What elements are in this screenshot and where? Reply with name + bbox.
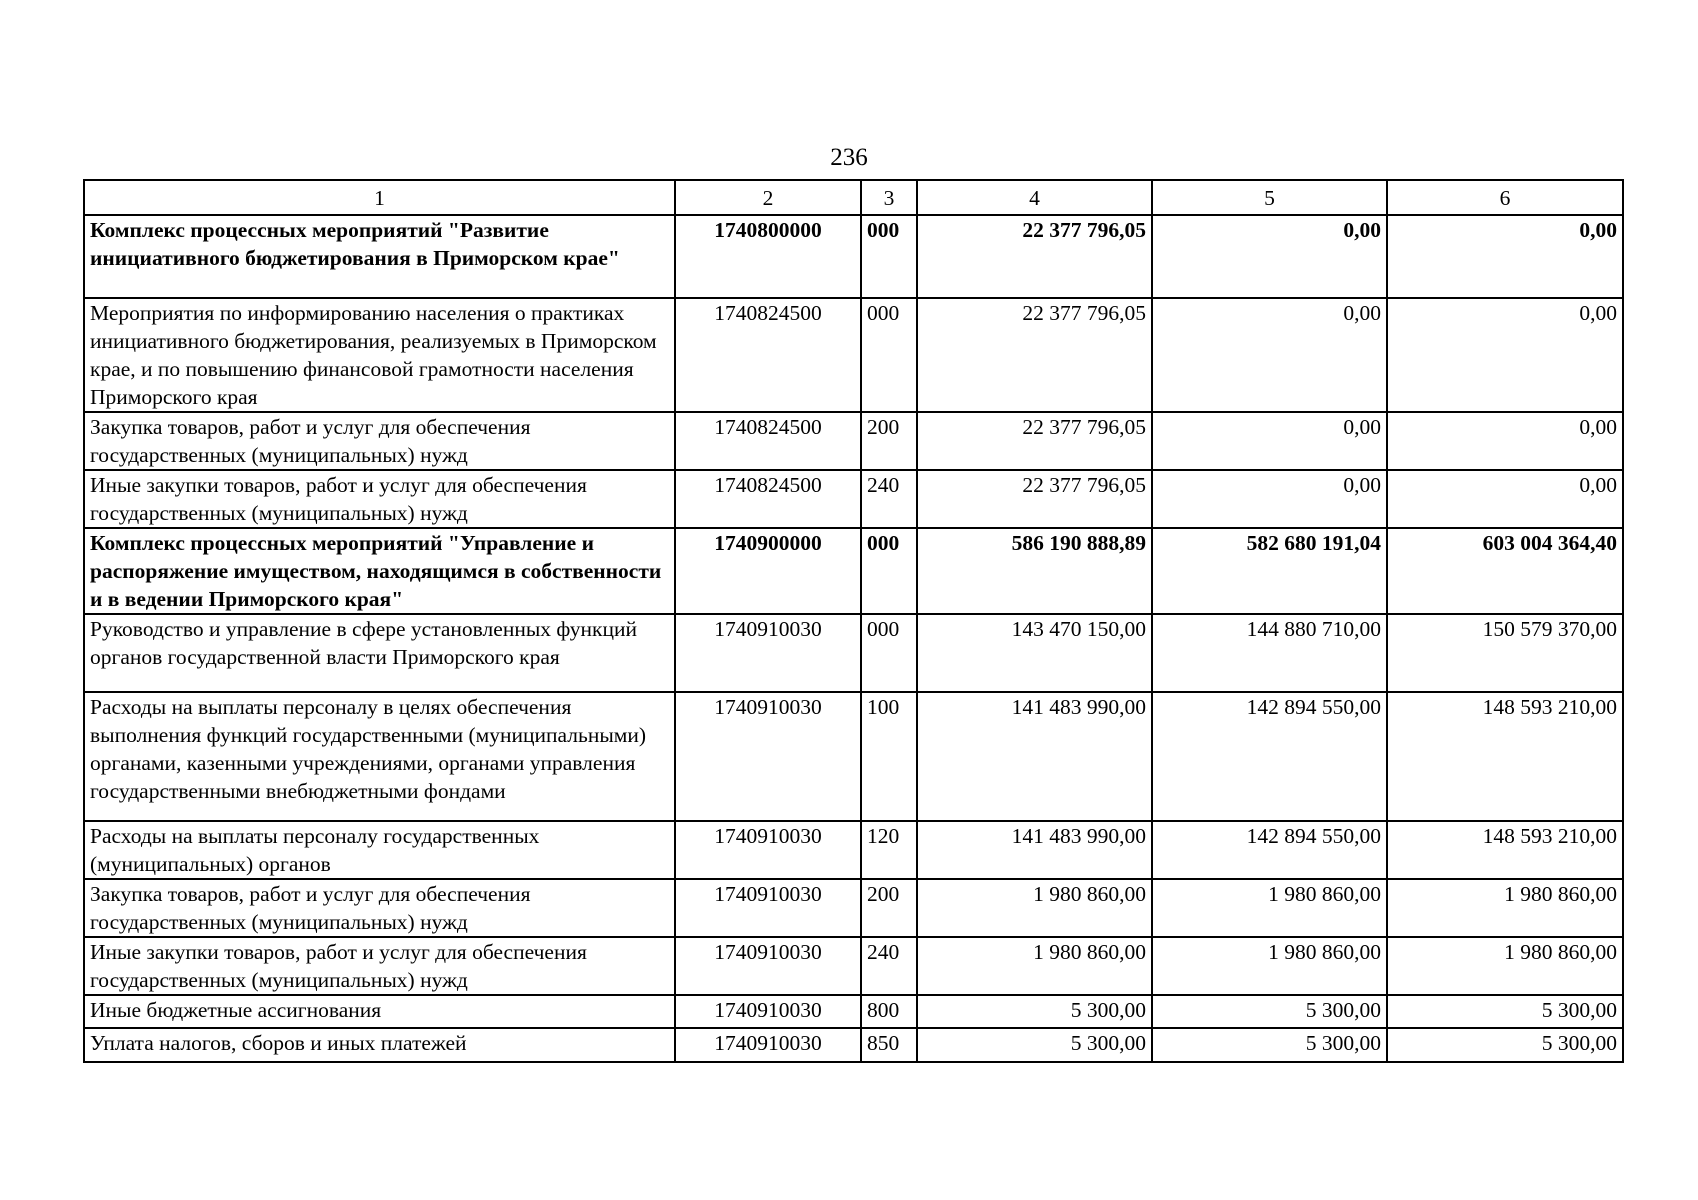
row-value-5-cell: 142 894 550,00 bbox=[1152, 692, 1387, 821]
row-name-cell: Мероприятия по информированию населения о практиках инициативного бюджетирования, реализуемых в Приморском крае, и по повышению финансовой грамотности населения Приморского края bbox=[84, 298, 675, 412]
column-header-2: 2 bbox=[675, 180, 861, 215]
row-kind-cell: 000 bbox=[861, 298, 917, 412]
row-code-cell: 1740910030 bbox=[675, 821, 861, 879]
table-row bbox=[84, 937, 1623, 995]
table-row bbox=[84, 412, 1623, 470]
row-value-6-cell: 1 980 860,00 bbox=[1387, 937, 1623, 995]
row-code-cell: 1740900000 bbox=[675, 528, 861, 614]
row-name-cell: Закупка товаров, работ и услуг для обеспечения государственных (муниципальных) нужд bbox=[84, 879, 675, 937]
row-kind-cell: 200 bbox=[861, 879, 917, 937]
row-value-4-cell: 5 300,00 bbox=[917, 995, 1152, 1028]
row-code-cell: 1740824500 bbox=[675, 470, 861, 528]
table-body bbox=[84, 215, 1623, 1062]
row-code-cell: 1740910030 bbox=[675, 879, 861, 937]
row-kind-cell: 800 bbox=[861, 995, 917, 1028]
row-code-cell: 1740800000 bbox=[675, 215, 861, 298]
row-code-cell: 1740910030 bbox=[675, 1028, 861, 1062]
column-header-5: 5 bbox=[1152, 180, 1387, 215]
column-header-6: 6 bbox=[1387, 180, 1623, 215]
row-kind-cell: 100 bbox=[861, 692, 917, 821]
row-value-4-cell: 141 483 990,00 bbox=[917, 821, 1152, 879]
table-row bbox=[84, 298, 1623, 412]
row-value-5-cell: 0,00 bbox=[1152, 412, 1387, 470]
row-name-cell: Руководство и управление в сфере установленных функций органов государственной власти Приморского края bbox=[84, 614, 675, 692]
row-value-6-cell: 148 593 210,00 bbox=[1387, 692, 1623, 821]
row-value-5-cell: 0,00 bbox=[1152, 298, 1387, 412]
row-name-cell: Закупка товаров, работ и услуг для обеспечения государственных (муниципальных) нужд bbox=[84, 412, 675, 470]
row-kind-cell: 000 bbox=[861, 528, 917, 614]
row-value-4-cell: 22 377 796,05 bbox=[917, 298, 1152, 412]
header-row bbox=[84, 180, 1623, 215]
row-value-4-cell: 5 300,00 bbox=[917, 1028, 1152, 1062]
row-name-cell: Расходы на выплаты персоналу государственных (муниципальных) органов bbox=[84, 821, 675, 879]
row-code-cell: 1740910030 bbox=[675, 614, 861, 692]
row-value-6-cell: 0,00 bbox=[1387, 412, 1623, 470]
row-value-4-cell: 22 377 796,05 bbox=[917, 215, 1152, 298]
row-value-5-cell: 142 894 550,00 bbox=[1152, 821, 1387, 879]
row-kind-cell: 120 bbox=[861, 821, 917, 879]
row-value-4-cell: 141 483 990,00 bbox=[917, 692, 1152, 821]
row-value-5-cell: 1 980 860,00 bbox=[1152, 879, 1387, 937]
row-value-5-cell: 0,00 bbox=[1152, 215, 1387, 298]
row-value-5-cell: 1 980 860,00 bbox=[1152, 937, 1387, 995]
row-value-6-cell: 5 300,00 bbox=[1387, 1028, 1623, 1062]
row-kind-cell: 850 bbox=[861, 1028, 917, 1062]
row-value-5-cell: 144 880 710,00 bbox=[1152, 614, 1387, 692]
column-header-4: 4 bbox=[917, 180, 1152, 215]
row-value-6-cell: 0,00 bbox=[1387, 470, 1623, 528]
table-row bbox=[84, 692, 1623, 821]
row-code-cell: 1740824500 bbox=[675, 298, 861, 412]
page-number: 236 bbox=[830, 144, 868, 171]
row-name-cell: Расходы на выплаты персоналу в целях обеспечения выполнения функций государственными (муниципальными) органами, казенными учреждениями, органами управления государственными внебюджетными фондами bbox=[84, 692, 675, 821]
row-value-4-cell: 586 190 888,89 bbox=[917, 528, 1152, 614]
row-name-cell: Комплекс процессных мероприятий "Управление и распоряжение имуществом, находящимся в собственности и в ведении Приморского края" bbox=[84, 528, 675, 614]
row-code-cell: 1740910030 bbox=[675, 937, 861, 995]
row-name-cell: Уплата налогов, сборов и иных платежей bbox=[84, 1028, 675, 1062]
table-row bbox=[84, 470, 1623, 528]
row-value-6-cell: 0,00 bbox=[1387, 298, 1623, 412]
row-code-cell: 1740824500 bbox=[675, 412, 861, 470]
table-row bbox=[84, 879, 1623, 937]
row-value-6-cell: 603 004 364,40 bbox=[1387, 528, 1623, 614]
row-value-4-cell: 1 980 860,00 bbox=[917, 937, 1152, 995]
row-value-4-cell: 1 980 860,00 bbox=[917, 879, 1152, 937]
row-code-cell: 1740910030 bbox=[675, 995, 861, 1028]
row-value-5-cell: 5 300,00 bbox=[1152, 995, 1387, 1028]
table-row bbox=[84, 1028, 1623, 1062]
row-value-5-cell: 0,00 bbox=[1152, 470, 1387, 528]
row-code-cell: 1740910030 bbox=[675, 692, 861, 821]
row-kind-cell: 000 bbox=[861, 614, 917, 692]
row-value-5-cell: 5 300,00 bbox=[1152, 1028, 1387, 1062]
table-row bbox=[84, 528, 1623, 614]
row-value-6-cell: 5 300,00 bbox=[1387, 995, 1623, 1028]
row-name-cell: Иные закупки товаров, работ и услуг для обеспечения государственных (муниципальных) нужд bbox=[84, 937, 675, 995]
table-row bbox=[84, 821, 1623, 879]
column-header-3: 3 bbox=[861, 180, 917, 215]
row-value-6-cell: 148 593 210,00 bbox=[1387, 821, 1623, 879]
table-row bbox=[84, 995, 1623, 1028]
row-value-5-cell: 582 680 191,04 bbox=[1152, 528, 1387, 614]
column-header-1: 1 bbox=[84, 180, 675, 215]
row-value-4-cell: 22 377 796,05 bbox=[917, 412, 1152, 470]
row-kind-cell: 000 bbox=[861, 215, 917, 298]
row-value-6-cell: 1 980 860,00 bbox=[1387, 879, 1623, 937]
row-kind-cell: 240 bbox=[861, 937, 917, 995]
table-row bbox=[84, 614, 1623, 692]
row-value-4-cell: 22 377 796,05 bbox=[917, 470, 1152, 528]
row-name-cell: Комплекс процессных мероприятий "Развитие инициативного бюджетирования в Приморском крае" bbox=[84, 215, 675, 298]
row-value-6-cell: 150 579 370,00 bbox=[1387, 614, 1623, 692]
row-name-cell: Иные закупки товаров, работ и услуг для обеспечения государственных (муниципальных) нужд bbox=[84, 470, 675, 528]
row-value-4-cell: 143 470 150,00 bbox=[917, 614, 1152, 692]
row-value-6-cell: 0,00 bbox=[1387, 215, 1623, 298]
budget-table bbox=[83, 179, 1624, 1063]
row-name-cell: Иные бюджетные ассигнования bbox=[84, 995, 675, 1028]
table-row bbox=[84, 215, 1623, 298]
row-kind-cell: 240 bbox=[861, 470, 917, 528]
row-kind-cell: 200 bbox=[861, 412, 917, 470]
